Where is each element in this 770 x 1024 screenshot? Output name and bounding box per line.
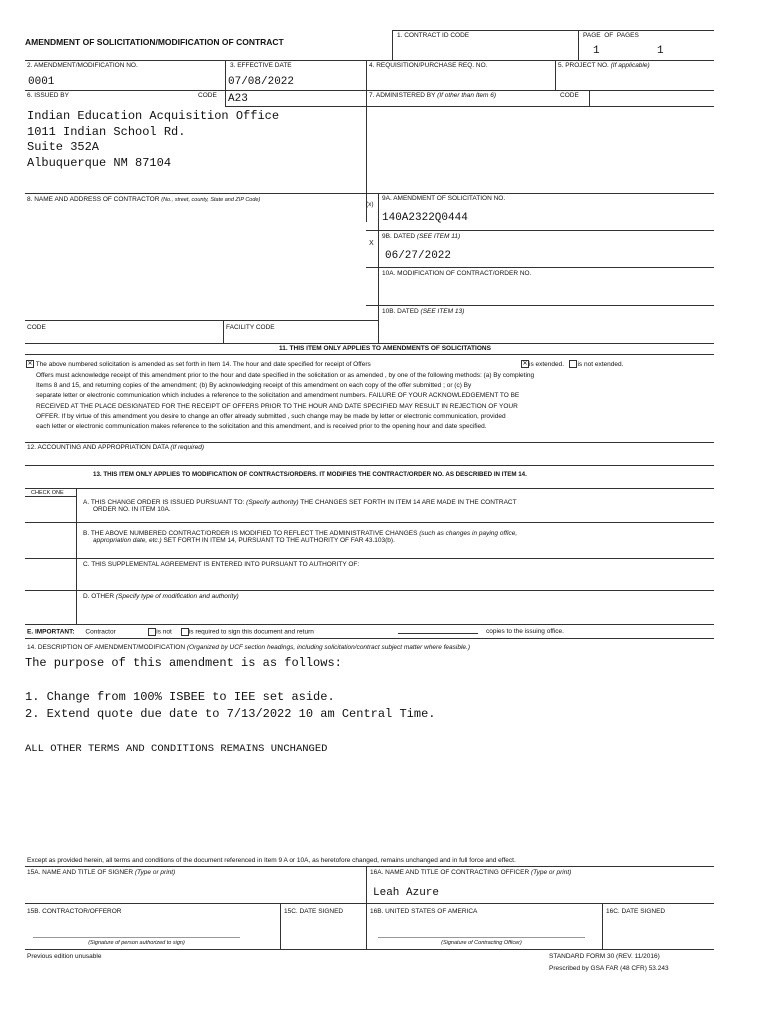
item13d-text: D. OTHER (Specify type of modification and authority) [83, 593, 239, 600]
description-line [25, 724, 435, 741]
previous-edition-note: Previous edition unusable [27, 953, 102, 960]
item11-header: 11. THIS ITEM ONLY APPLIES TO AMENDMENTS OF SOLICITATIONS [279, 345, 491, 352]
item11-line1: ✕ The above numbered solicitation is amended as set forth in Item 14. The hour and date specified for receipt of Offers [27, 361, 371, 368]
issued-by-line: Albuquerque NM 87104 [27, 155, 172, 170]
issued-by-code-label: CODE [198, 92, 217, 99]
officer-date-signed-label: 16C. DATE SIGNED [606, 908, 666, 915]
signer-name-label: 15A. NAME AND TITLE OF SIGNER (Type or print) [27, 869, 176, 876]
issued-by-address [27, 109, 279, 171]
contract-id-code-label: 1. CONTRACT ID CODE [397, 32, 470, 39]
modification-dated-label: 10B. DATED (SEE ITEM 13) [382, 308, 465, 315]
contractor-code-label: CODE [27, 324, 46, 331]
solicitation-no-label: 9A. AMENDMENT OF SOLICITATION NO. [382, 195, 506, 202]
effective-date-value: 07/08/2022 [228, 76, 295, 88]
requisition-no-label: 4. REQUISITION/PURCHASE REQ. NO. [369, 62, 488, 69]
description-label: 14. DESCRIPTION OF AMENDMENT/MODIFICATION (Organized by UCF section headings, including solicitation/contract subject matter where feasible.) [27, 644, 471, 651]
important-row: E. IMPORTANT: Contractor is not is required to sign this document and return [27, 628, 314, 636]
amendment-no-label: 2. AMENDMENT/MODIFICATION NO. [27, 62, 138, 69]
amendment-no-value: 0001 [28, 76, 55, 88]
extended-checkbox[interactable]: ✕ [522, 361, 528, 368]
item13a-text: A. THIS CHANGE ORDER IS ISSUED PURSUANT TO: (Specify authority) THE CHANGES SET FORTH IN ITEM 14 ARE MADE IN THE CONTRACT ORDER NO. IN ITEM 10A. [83, 499, 517, 513]
issued-by-label: 6. ISSUED BY [27, 92, 69, 99]
description-line: 1. Change from 100% ISBEE to IEE set aside. [25, 690, 335, 705]
standard-form-label: STANDARD FORM 30 (REV. 11/2016) [549, 953, 660, 960]
officer-signature-caption: (Signature of Contracting Officer) [441, 940, 522, 946]
except-provided-text: Except as provided herein, all terms and conditions of the document referenced in Item 9 A or 10A, as heretofore changed, remains unchanged and in full force and effect. [27, 857, 516, 864]
form-title: AMENDMENT OF SOLICITATION/MODIFICATION OF CONTRACT [25, 37, 284, 47]
description-line [25, 672, 435, 689]
issued-by-line: Suite 352A [27, 140, 100, 154]
prescribed-by-label: Prescribed by GSA FAR (48 CFR) 53.243 [549, 965, 669, 972]
accounting-data-label: 12. ACCOUNTING AND APPROPRIATION DATA (If required) [27, 444, 205, 451]
is-required-checkbox[interactable] [181, 628, 189, 636]
contractor-signature-caption: (Signature of person authorized to sign) [88, 940, 185, 946]
solicitation-no-value: 140A2322Q0444 [382, 212, 468, 224]
check-one-label: CHECK ONE [31, 490, 64, 496]
description-line: The purpose of this amendment is as follows: [25, 656, 342, 670]
issued-by-line: 1011 Indian School Rd. [27, 124, 186, 139]
usa-label: 16B. UNITED STATES OF AMERICA [370, 908, 478, 915]
contractor-address-label: 8. NAME AND ADDRESS OF CONTRACTOR (No., street, county, State and ZIP Code) [27, 196, 261, 203]
extended-options: ✕is extended. is not extended. [522, 361, 624, 368]
page-label: PAGE OF PAGES [583, 32, 639, 39]
description-body [25, 655, 435, 758]
item13c-text: C. THIS SUPPLEMENTAL AGREEMENT IS ENTERED INTO PURSUANT TO AUTHORITY OF: [83, 561, 360, 568]
administered-by-code-label: CODE [560, 92, 579, 99]
item13-header: 13. THIS ITEM ONLY APPLIES TO MODIFICATION OF CONTRACTS/ORDERS. IT MODIFIES THE CONTRACT/ORDER NO. AS DESCRIBED IN ITEM 14. [93, 471, 527, 478]
x-marker: (x) [366, 201, 374, 208]
facility-code-label: FACILITY CODE [226, 324, 275, 331]
item11-instructions: Offers must acknowledge receipt of this amendment prior to the hour and date specified in the solicitation or as amended , by one of the following methods: (a) By completing Items 8 and 15, and returning copies of the amendment; (b) By acknowledging receipt of this amendment on each copy of the offer submitted ; or (c) By separate letter or electronic communication which includes a reference to the solicitation and amendment numbers. FAILURE OF YOUR ACKNOWLEDGEMENT TO BE RECEIVED AT THE PLACE DESIGNATED FOR THE RECEIPT OF OFFERS PRIOR TO THE HOUR AND DATE SPECIFIED MAY RESULT IN REJECTION OF YOUR OFFER. If by virtue of this amendment you desire to change an offer already submitted , such change may be made by letter or electronic communication, provided each letter or electronic communication makes reference to the solicitation and this amendment, and is received prior to the opening hour and date specified. [36, 372, 535, 431]
description-line: ALL OTHER TERMS AND CONDITIONS REMAINS UNCHANGED [25, 742, 328, 755]
page-number: 1 [593, 45, 600, 57]
contractor-date-signed-label: 15C. DATE SIGNED [284, 908, 344, 915]
modification-no-label: 10A. MODIFICATION OF CONTRACT/ORDER NO. [382, 270, 532, 277]
amended-checkbox[interactable]: ✕ [27, 361, 33, 368]
effective-date-label: 3. EFFECTIVE DATE [230, 62, 292, 69]
description-line: 2. Extend quote due date to 7/13/2022 10 am Central Time. [25, 707, 436, 722]
copies-label: copies to the issuing office. [486, 628, 564, 635]
page-count: 1 [657, 45, 664, 57]
contracting-officer-name-value: Leah Azure [373, 887, 440, 899]
dated-label: 9B. DATED (SEE ITEM 11) [382, 233, 461, 240]
issued-by-line: Indian Education Acquisition Office [27, 109, 280, 123]
item13b-text: B. THE ABOVE NUMBERED CONTRACT/ORDER IS MODIFIED TO REFLECT THE ADMINISTRATIVE CHANGES (such as changes in paying office, appropriation date, etc.) SET FORTH IN ITEM 14, PURSUANT TO THE AUTHORITY OF FAR 43.103(b). [83, 530, 518, 544]
administered-by-label: 7. ADMINISTERED BY (If other than Item 6) [369, 92, 497, 99]
dated-value: 06/27/2022 [385, 250, 452, 262]
project-no-label: 5. PROJECT NO. (If applicable) [558, 62, 650, 69]
issued-by-code-value: A23 [228, 93, 248, 105]
contractor-offeror-label: 15B. CONTRACTOR/OFFEROR [27, 908, 122, 915]
dated-x-mark: X [369, 240, 374, 247]
contracting-officer-name-label: 16A. NAME AND TITLE OF CONTRACTING OFFICER (Type or print) [370, 869, 572, 876]
